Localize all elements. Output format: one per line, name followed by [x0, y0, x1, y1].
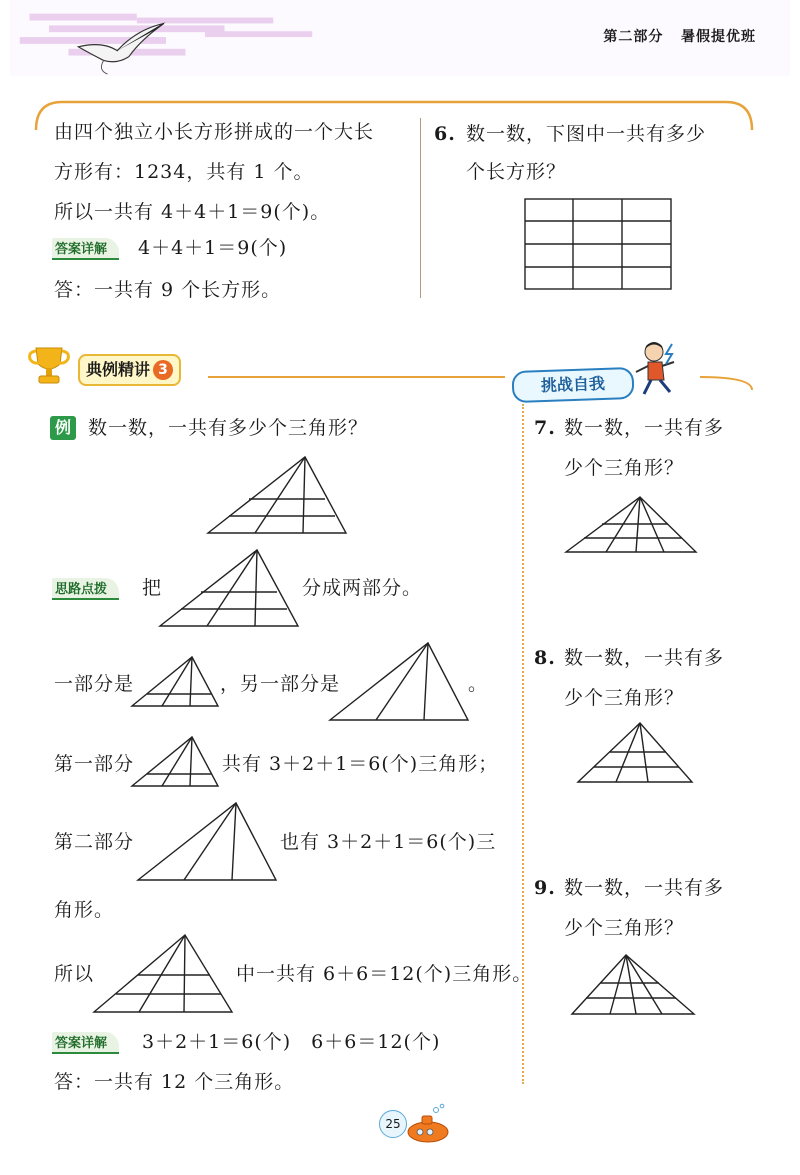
part-text: 第二部分 [54, 831, 135, 853]
triangle-figure-main [208, 456, 348, 536]
part-text: 中一共有 6＋6＝12(个)三角形。 [236, 963, 533, 985]
hint-tag: 思路点拨 [52, 578, 119, 600]
challenge-header: 挑战自我 [511, 367, 634, 403]
header-course: 暑假提优班 [681, 29, 756, 45]
triangle-figure-q7 [566, 496, 700, 554]
answer-tag: 答案详解 [52, 238, 119, 260]
final-answer: 答：一共有 9 个长方形。 [54, 279, 282, 301]
triangle-figure-part2 [330, 642, 470, 722]
question-9-text: 少个三角形？ [564, 917, 685, 939]
text-line: 所以一共有 4＋4＋1＝9(个)。 [54, 201, 331, 223]
answer-tag: 答案详解 [52, 1032, 119, 1054]
question-9-number: 9. [534, 877, 556, 899]
text-line: 由四个独立小长方形拼成的一个大长 [54, 121, 375, 143]
triangle-figure-part2-small [138, 802, 278, 882]
question-7-text: 数一数，一共有多 [564, 417, 725, 439]
part-text: 所以 [54, 963, 95, 985]
triangle-figure-q9 [572, 954, 696, 1016]
question-6-number: 6. [434, 123, 456, 145]
question-9-text: 数一数，一共有多 [564, 877, 725, 899]
hint-text: 把 [142, 577, 163, 599]
section-divider [0, 360, 800, 400]
example-label: 例 [50, 416, 76, 440]
triangle-figure-part1 [132, 656, 220, 708]
answer-expression: 4＋4＋1＝9(个) [138, 237, 288, 259]
question-8-text: 数一数，一共有多 [564, 647, 725, 669]
question-8-number: 8. [534, 647, 556, 669]
triangle-figure-part1-small [132, 736, 220, 788]
example-question: 数一数，一共有多少个三角形？ [88, 417, 369, 439]
question-6-text: 个长方形？ [466, 161, 567, 183]
text-line: 方形有：1234，共有 1 个。 [54, 161, 314, 183]
triangle-figure-hint [160, 548, 300, 628]
column-divider [420, 118, 421, 298]
final-answer: 答：一共有 12 个三角形。 [54, 1071, 295, 1093]
triangle-figure-total [94, 934, 234, 1014]
header-section: 第二部分 [603, 29, 664, 45]
part-text: ，另一部分是 [220, 673, 341, 695]
question-8-text: 少个三角形？ [564, 687, 685, 709]
question-6-text: 数一数，下图中一共有多少 [466, 123, 707, 145]
part-text: 一部分是 [54, 673, 135, 695]
page-number: 25 [379, 1110, 407, 1138]
triangle-figure-q8 [578, 722, 694, 784]
part-text: 角形。 [54, 899, 115, 921]
part-text: 共有 3＋2＋1＝6(个)三角形； [222, 753, 499, 775]
answer-expression: 3＋2＋1＝6(个) 6＋6＝12(个) [142, 1031, 441, 1053]
section-number-badge: 3 [153, 360, 173, 380]
submarine-icon [404, 1104, 454, 1146]
part-text: 。 [468, 673, 489, 695]
running-boy-icon [628, 340, 680, 396]
section-label: 典例精讲 [86, 360, 151, 379]
part-text: 也有 3＋2＋1＝6(个)三 [280, 831, 497, 853]
question-7-text: 少个三角形？ [564, 457, 685, 479]
rectangle-grid-figure [524, 198, 674, 292]
hint-text: 分成两部分。 [302, 577, 423, 599]
question-7-number: 7. [534, 417, 556, 439]
part-text: 第一部分 [54, 753, 135, 775]
top-frame-line [0, 0, 800, 140]
